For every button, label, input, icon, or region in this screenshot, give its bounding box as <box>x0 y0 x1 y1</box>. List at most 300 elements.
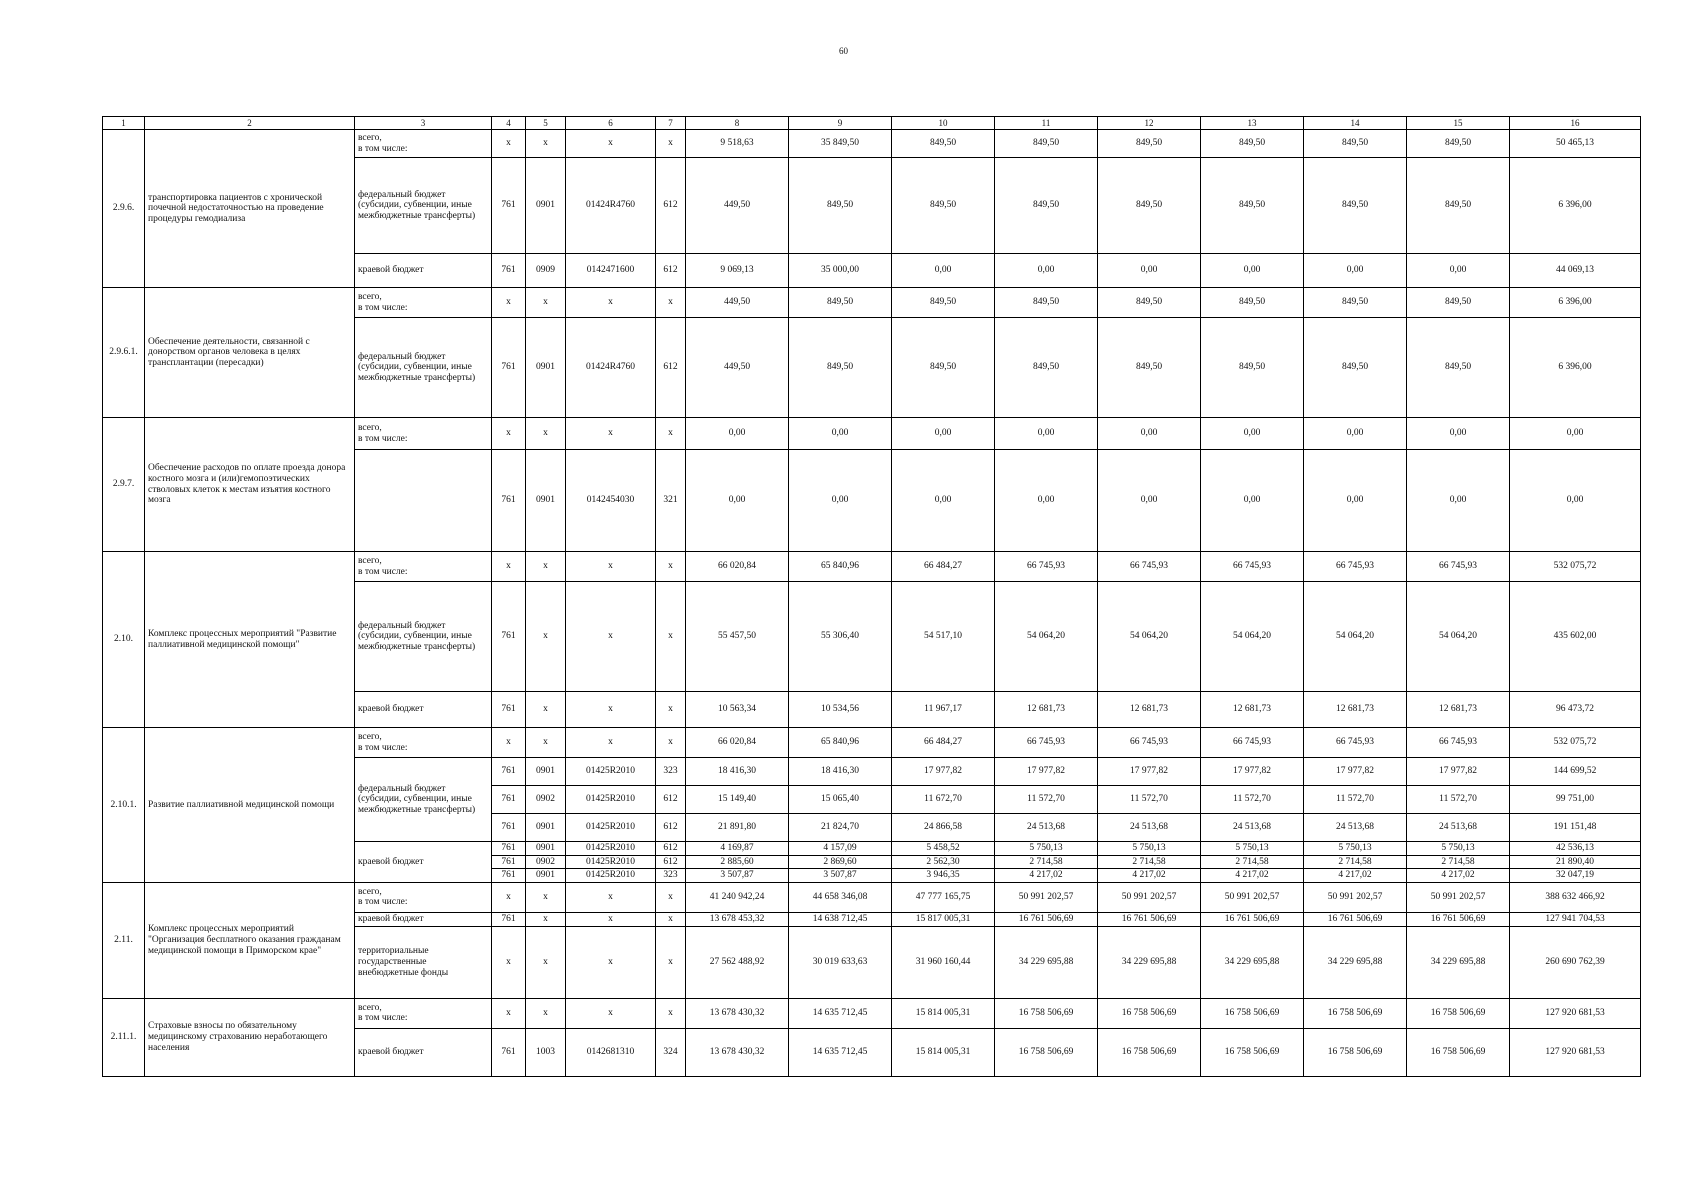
table-cell: 54 064,20 <box>995 582 1098 692</box>
table-cell: 849,50 <box>1304 318 1407 418</box>
table-cell: 16 758 506,69 <box>1201 998 1304 1028</box>
table-cell: 2 714,58 <box>1201 855 1304 869</box>
table-cell: 14 638 712,45 <box>789 912 892 926</box>
table-cell: 127 920 681,53 <box>1510 1028 1641 1076</box>
table-cell: 3 507,87 <box>789 869 892 883</box>
table-cell: 849,50 <box>1201 288 1304 318</box>
item-name: Страховые взносы по обязательному медицинскому страхованию неработающего населения <box>145 998 355 1076</box>
table-cell: 3 507,87 <box>686 869 789 883</box>
table-cell: 1003 <box>526 1028 566 1076</box>
table-cell: 761 <box>492 450 526 552</box>
table-cell: 0,00 <box>995 418 1098 450</box>
table-cell: 34 229 695,88 <box>1304 926 1407 998</box>
table-cell: 849,50 <box>1098 158 1201 254</box>
column-header: 15 <box>1407 117 1510 130</box>
table-cell: 449,50 <box>686 158 789 254</box>
column-header: 12 <box>1098 117 1201 130</box>
table-cell: 849,50 <box>1098 318 1201 418</box>
item-name: Комплекс процессных мероприятий "Организация бесплатного оказания гражданам медицинской помощи в Приморском крае" <box>145 882 355 998</box>
table-cell: x <box>566 418 656 450</box>
table-cell: 14 635 712,45 <box>789 998 892 1028</box>
table-cell: 761 <box>492 158 526 254</box>
item-code: 2.11.1. <box>103 998 145 1076</box>
table-cell: 65 840,96 <box>789 552 892 582</box>
column-header: 4 <box>492 117 526 130</box>
table-cell: 761 <box>492 582 526 692</box>
table-cell: 01425R2010 <box>566 855 656 869</box>
table-cell: x <box>656 418 686 450</box>
column-header: 6 <box>566 117 656 130</box>
table-cell: 532 075,72 <box>1510 552 1641 582</box>
item-code: 2.11. <box>103 882 145 998</box>
table-cell: 0901 <box>526 318 566 418</box>
table-cell: 0,00 <box>1098 450 1201 552</box>
item-name: Развитие паллиативной медицинской помощи <box>145 728 355 883</box>
table-cell: 66 745,93 <box>1407 552 1510 582</box>
table-cell: 16 758 506,69 <box>995 998 1098 1028</box>
table-cell: 16 758 506,69 <box>995 1028 1098 1076</box>
table-cell: 761 <box>492 869 526 883</box>
table-cell: 5 458,52 <box>892 842 995 856</box>
table-cell: 0,00 <box>995 254 1098 288</box>
table-cell: 66 020,84 <box>686 728 789 758</box>
table-cell: 0,00 <box>789 418 892 450</box>
table-cell: x <box>526 912 566 926</box>
table-cell: 2 714,58 <box>995 855 1098 869</box>
table-cell: 0901 <box>526 814 566 842</box>
table-cell: 6 396,00 <box>1510 318 1641 418</box>
table-cell: 16 758 506,69 <box>1304 998 1407 1028</box>
table-cell: 9 518,63 <box>686 130 789 158</box>
table-cell: x <box>492 998 526 1028</box>
table-cell: x <box>492 130 526 158</box>
table-cell: 849,50 <box>995 288 1098 318</box>
table-cell: 612 <box>656 318 686 418</box>
table-cell: 761 <box>492 786 526 814</box>
column-header: 16 <box>1510 117 1641 130</box>
table-cell: 849,50 <box>1098 130 1201 158</box>
table-cell: 449,50 <box>686 288 789 318</box>
table-cell: 34 229 695,88 <box>1098 926 1201 998</box>
table-cell: 35 000,00 <box>789 254 892 288</box>
table-cell: 17 977,82 <box>1201 758 1304 786</box>
table-cell: x <box>526 552 566 582</box>
table-cell: x <box>566 288 656 318</box>
table-cell: x <box>492 552 526 582</box>
table-cell: 5 750,13 <box>1098 842 1201 856</box>
table-cell: 4 157,09 <box>789 842 892 856</box>
table-cell: 0901 <box>526 158 566 254</box>
item-code: 2.9.6.1. <box>103 288 145 418</box>
table-cell: 12 681,73 <box>1304 692 1407 728</box>
table-cell: 12 681,73 <box>1098 692 1201 728</box>
funding-source: федеральный бюджет (субсидии, субвенции, иные межбюджетные трансферты) <box>355 318 492 418</box>
column-header: 14 <box>1304 117 1407 130</box>
table-cell: 66 745,93 <box>1201 552 1304 582</box>
table-cell: 24 513,68 <box>1304 814 1407 842</box>
table-cell: 0901 <box>526 842 566 856</box>
table-cell: 4 217,02 <box>995 869 1098 883</box>
table-cell: 01425R2010 <box>566 758 656 786</box>
table-cell: 323 <box>656 869 686 883</box>
table-cell: 50 991 202,57 <box>1098 882 1201 912</box>
table-cell: x <box>656 926 686 998</box>
table-cell: 0902 <box>526 786 566 814</box>
table-cell: 21 890,40 <box>1510 855 1641 869</box>
table-cell: 0,00 <box>1201 450 1304 552</box>
table-cell: 2 562,30 <box>892 855 995 869</box>
table-cell: 12 681,73 <box>1407 692 1510 728</box>
table-cell: 761 <box>492 814 526 842</box>
item-name: Обеспечение деятельности, связанной с донорством органов человека в целях трансплантации (пересадки) <box>145 288 355 418</box>
funding-source: краевой бюджет <box>355 254 492 288</box>
table-cell: 01425R2010 <box>566 869 656 883</box>
funding-source: краевой бюджет <box>355 842 492 883</box>
table-cell: 849,50 <box>1098 288 1201 318</box>
table-cell: 324 <box>656 1028 686 1076</box>
item-name: Обеспечение расходов по оплате проезда донора костного мозга и (или)гемопоэтических стволовых клеток к местам изъятия костного мозга <box>145 418 355 552</box>
table-cell: 16 758 506,69 <box>1201 1028 1304 1076</box>
table-cell: 6 396,00 <box>1510 288 1641 318</box>
table-cell: 5 750,13 <box>1201 842 1304 856</box>
table-cell: 34 229 695,88 <box>1407 926 1510 998</box>
table-cell: x <box>526 882 566 912</box>
table-cell: x <box>566 882 656 912</box>
table-cell: 54 064,20 <box>1201 582 1304 692</box>
table-cell: x <box>656 552 686 582</box>
table-cell: x <box>656 912 686 926</box>
table-cell: 849,50 <box>1407 130 1510 158</box>
table-cell: 127 920 681,53 <box>1510 998 1641 1028</box>
table-cell: 849,50 <box>892 318 995 418</box>
table-cell: 66 745,93 <box>1304 728 1407 758</box>
table-cell: 99 751,00 <box>1510 786 1641 814</box>
table-cell: 17 977,82 <box>1407 758 1510 786</box>
table-cell: 5 750,13 <box>1407 842 1510 856</box>
table-cell: x <box>656 882 686 912</box>
table-cell: 435 602,00 <box>1510 582 1641 692</box>
table-cell: 54 064,20 <box>1407 582 1510 692</box>
table-cell: 849,50 <box>1407 158 1510 254</box>
table-cell: 16 761 506,69 <box>1304 912 1407 926</box>
table-cell: 17 977,82 <box>995 758 1098 786</box>
table-cell: 66 745,93 <box>1407 728 1510 758</box>
table-cell: 55 457,50 <box>686 582 789 692</box>
table-cell: 849,50 <box>1304 130 1407 158</box>
table-cell: 16 758 506,69 <box>1407 998 1510 1028</box>
table-cell: 0142454030 <box>566 450 656 552</box>
table-cell: 24 513,68 <box>1098 814 1201 842</box>
table-cell: x <box>526 926 566 998</box>
table-cell: 65 840,96 <box>789 728 892 758</box>
table-cell: 612 <box>656 814 686 842</box>
table-cell: 66 020,84 <box>686 552 789 582</box>
table-cell: 16 761 506,69 <box>1201 912 1304 926</box>
table-cell: 761 <box>492 912 526 926</box>
column-header: 7 <box>656 117 686 130</box>
table-cell: 388 632 466,92 <box>1510 882 1641 912</box>
table-cell: 11 572,70 <box>995 786 1098 814</box>
table-cell: 14 635 712,45 <box>789 1028 892 1076</box>
table-cell: 612 <box>656 158 686 254</box>
table-cell: x <box>526 692 566 728</box>
table-cell: 144 699,52 <box>1510 758 1641 786</box>
table-cell: x <box>566 130 656 158</box>
item-name: транспортировка пациентов с хронической почечной недостаточностью на проведение процедуры гемодиализа <box>145 130 355 288</box>
table-cell: 11 572,70 <box>1098 786 1201 814</box>
table-cell: 761 <box>492 842 526 856</box>
table-cell: 17 977,82 <box>892 758 995 786</box>
table-cell: 21 891,80 <box>686 814 789 842</box>
table-row <box>103 130 1641 158</box>
table-cell: 34 229 695,88 <box>1201 926 1304 998</box>
table-cell: 44 069,13 <box>1510 254 1641 288</box>
table-cell: 54 064,20 <box>1304 582 1407 692</box>
table-cell: 449,50 <box>686 318 789 418</box>
table-cell: 0,00 <box>789 450 892 552</box>
header-row <box>103 117 1641 130</box>
table-cell: 01425R2010 <box>566 814 656 842</box>
funding-source: краевой бюджет <box>355 692 492 728</box>
item-code: 2.10. <box>103 552 145 728</box>
table-cell: 849,50 <box>1304 158 1407 254</box>
table-cell: 12 681,73 <box>1201 692 1304 728</box>
table-cell: 260 690 762,39 <box>1510 926 1641 998</box>
table-cell: 4 217,02 <box>1098 869 1201 883</box>
table-row <box>103 728 1641 758</box>
table-cell: 0,00 <box>1304 254 1407 288</box>
table-cell: 66 745,93 <box>1098 728 1201 758</box>
table-cell: 849,50 <box>789 158 892 254</box>
table-cell: 96 473,72 <box>1510 692 1641 728</box>
table-cell: 0902 <box>526 855 566 869</box>
table-cell: x <box>492 728 526 758</box>
table-cell: x <box>492 418 526 450</box>
table-cell: 849,50 <box>995 318 1098 418</box>
funding-source <box>355 450 492 552</box>
table-cell: 761 <box>492 855 526 869</box>
funding-source: федеральный бюджет (субсидии, субвенции, иные межбюджетные трансферты) <box>355 582 492 692</box>
table-cell: 0,00 <box>892 418 995 450</box>
funding-source: федеральный бюджет (субсидии, субвенции, иные межбюджетные трансферты) <box>355 158 492 254</box>
table-cell: x <box>656 692 686 728</box>
table-cell: x <box>526 582 566 692</box>
budget-table <box>102 116 1641 1077</box>
table-cell: x <box>566 552 656 582</box>
table-cell: 54 517,10 <box>892 582 995 692</box>
table-cell: 66 745,93 <box>1201 728 1304 758</box>
table-cell: 16 761 506,69 <box>1407 912 1510 926</box>
table-cell: x <box>526 418 566 450</box>
table-cell: x <box>566 998 656 1028</box>
funding-source: всего, в том числе: <box>355 728 492 758</box>
table-cell: 849,50 <box>892 288 995 318</box>
table-cell: 321 <box>656 450 686 552</box>
table-cell: 761 <box>492 758 526 786</box>
table-cell: x <box>656 582 686 692</box>
table-cell: 11 672,70 <box>892 786 995 814</box>
table-cell: 0,00 <box>1304 418 1407 450</box>
table-cell: 849,50 <box>1304 288 1407 318</box>
column-header: 11 <box>995 117 1098 130</box>
table-cell: 0,00 <box>1510 450 1641 552</box>
table-cell: 0,00 <box>686 418 789 450</box>
table-cell: 16 758 506,69 <box>1098 998 1201 1028</box>
table-cell: 612 <box>656 254 686 288</box>
column-header: 1 <box>103 117 145 130</box>
table-cell: x <box>656 998 686 1028</box>
column-header: 9 <box>789 117 892 130</box>
table-cell: 127 941 704,53 <box>1510 912 1641 926</box>
table-cell: 0,00 <box>1201 418 1304 450</box>
table-cell: 849,50 <box>1201 158 1304 254</box>
table-cell: 0,00 <box>892 254 995 288</box>
table-cell: 849,50 <box>789 318 892 418</box>
table-cell: 0,00 <box>1510 418 1641 450</box>
table-cell: 16 758 506,69 <box>1407 1028 1510 1076</box>
table-cell: 0,00 <box>686 450 789 552</box>
item-code: 2.9.7. <box>103 418 145 552</box>
table-cell: x <box>526 998 566 1028</box>
table-cell: 30 019 633,63 <box>789 926 892 998</box>
table-cell: 15 814 005,31 <box>892 998 995 1028</box>
table-cell: 66 745,93 <box>1098 552 1201 582</box>
table-cell: 0142681310 <box>566 1028 656 1076</box>
table-cell: 849,50 <box>1201 318 1304 418</box>
table-cell: 13 678 430,32 <box>686 998 789 1028</box>
table-cell: 2 869,60 <box>789 855 892 869</box>
table-cell: 10 563,34 <box>686 692 789 728</box>
table-cell: 12 681,73 <box>995 692 1098 728</box>
item-name: Комплекс процессных мероприятий "Развитие паллиативной медицинской помощи" <box>145 552 355 728</box>
table-cell: x <box>656 130 686 158</box>
column-header: 8 <box>686 117 789 130</box>
column-header: 3 <box>355 117 492 130</box>
table-cell: 66 484,27 <box>892 728 995 758</box>
table-cell: 47 777 165,75 <box>892 882 995 912</box>
table-cell: 3 946,35 <box>892 869 995 883</box>
table-body <box>103 117 1641 1077</box>
table-cell: 24 866,58 <box>892 814 995 842</box>
table-cell: 50 991 202,57 <box>1201 882 1304 912</box>
table-cell: 24 513,68 <box>995 814 1098 842</box>
table-cell: 11 572,70 <box>1201 786 1304 814</box>
funding-source: всего, в том числе: <box>355 552 492 582</box>
table-cell: 16 758 506,69 <box>1304 1028 1407 1076</box>
table-cell: 42 536,13 <box>1510 842 1641 856</box>
funding-source: всего, в том числе: <box>355 998 492 1028</box>
table-cell: x <box>492 926 526 998</box>
table-cell: 13 678 430,32 <box>686 1028 789 1076</box>
table-cell: 2 714,58 <box>1407 855 1510 869</box>
table-cell: 11 967,17 <box>892 692 995 728</box>
table-cell: 66 745,93 <box>995 728 1098 758</box>
table-cell: 17 977,82 <box>1098 758 1201 786</box>
table-cell: 01424R4760 <box>566 158 656 254</box>
column-header: 10 <box>892 117 995 130</box>
table-cell: x <box>492 288 526 318</box>
table-cell: 13 678 453,32 <box>686 912 789 926</box>
table-cell: 849,50 <box>1201 130 1304 158</box>
table-cell: 9 069,13 <box>686 254 789 288</box>
table-cell: 849,50 <box>892 130 995 158</box>
table-cell: 16 761 506,69 <box>1098 912 1201 926</box>
table-cell: 01425R2010 <box>566 786 656 814</box>
table-cell: 55 306,40 <box>789 582 892 692</box>
table-cell: x <box>656 288 686 318</box>
table-row <box>103 552 1641 582</box>
table-cell: 50 991 202,57 <box>995 882 1098 912</box>
table-cell: x <box>526 130 566 158</box>
table-row <box>103 882 1641 912</box>
table-cell: 2 885,60 <box>686 855 789 869</box>
table-cell: 16 761 506,69 <box>995 912 1098 926</box>
table-cell: 15 817 005,31 <box>892 912 995 926</box>
table-cell: 5 750,13 <box>995 842 1098 856</box>
table-cell: x <box>566 582 656 692</box>
table-row <box>103 418 1641 450</box>
table-cell: x <box>566 912 656 926</box>
table-cell: 21 824,70 <box>789 814 892 842</box>
table-cell: 0,00 <box>1098 254 1201 288</box>
table-cell: 0901 <box>526 450 566 552</box>
table-cell: 11 572,70 <box>1407 786 1510 814</box>
table-cell: 50 991 202,57 <box>1304 882 1407 912</box>
table-cell: 18 416,30 <box>686 758 789 786</box>
table-cell: 27 562 488,92 <box>686 926 789 998</box>
table-cell: 01424R4760 <box>566 318 656 418</box>
funding-source: краевой бюджет <box>355 1028 492 1076</box>
table-cell: 66 745,93 <box>1304 552 1407 582</box>
table-cell: 0901 <box>526 758 566 786</box>
table-cell: 849,50 <box>789 288 892 318</box>
table-cell: 2 714,58 <box>1098 855 1201 869</box>
table-cell: 761 <box>492 692 526 728</box>
table-cell: 612 <box>656 855 686 869</box>
table-cell: x <box>566 692 656 728</box>
table-cell: 5 750,13 <box>1304 842 1407 856</box>
table-cell: 761 <box>492 1028 526 1076</box>
table-cell: 4 217,02 <box>1201 869 1304 883</box>
table-cell: x <box>526 728 566 758</box>
table-cell: 24 513,68 <box>1201 814 1304 842</box>
table-cell: 761 <box>492 254 526 288</box>
table-row <box>103 998 1641 1028</box>
table-cell: 0,00 <box>892 450 995 552</box>
table-cell: 24 513,68 <box>1407 814 1510 842</box>
table-cell: 01425R2010 <box>566 842 656 856</box>
table-cell: 4 217,02 <box>1407 869 1510 883</box>
funding-source: всего, в том числе: <box>355 882 492 912</box>
table-cell: 11 572,70 <box>1304 786 1407 814</box>
table-cell: 761 <box>492 318 526 418</box>
table-cell: 18 416,30 <box>789 758 892 786</box>
table-cell: 0,00 <box>1407 450 1510 552</box>
column-header: 2 <box>145 117 355 130</box>
table-cell: 50 991 202,57 <box>1407 882 1510 912</box>
table-cell: 0,00 <box>1304 450 1407 552</box>
table-cell: 66 745,93 <box>995 552 1098 582</box>
table-cell: 16 758 506,69 <box>1098 1028 1201 1076</box>
table-cell: x <box>656 728 686 758</box>
table-cell: 35 849,50 <box>789 130 892 158</box>
table-cell: 44 658 346,08 <box>789 882 892 912</box>
table-cell: 0,00 <box>1407 254 1510 288</box>
column-header: 13 <box>1201 117 1304 130</box>
table-cell: 15 814 005,31 <box>892 1028 995 1076</box>
table-cell: 50 465,13 <box>1510 130 1641 158</box>
table-cell: 0909 <box>526 254 566 288</box>
